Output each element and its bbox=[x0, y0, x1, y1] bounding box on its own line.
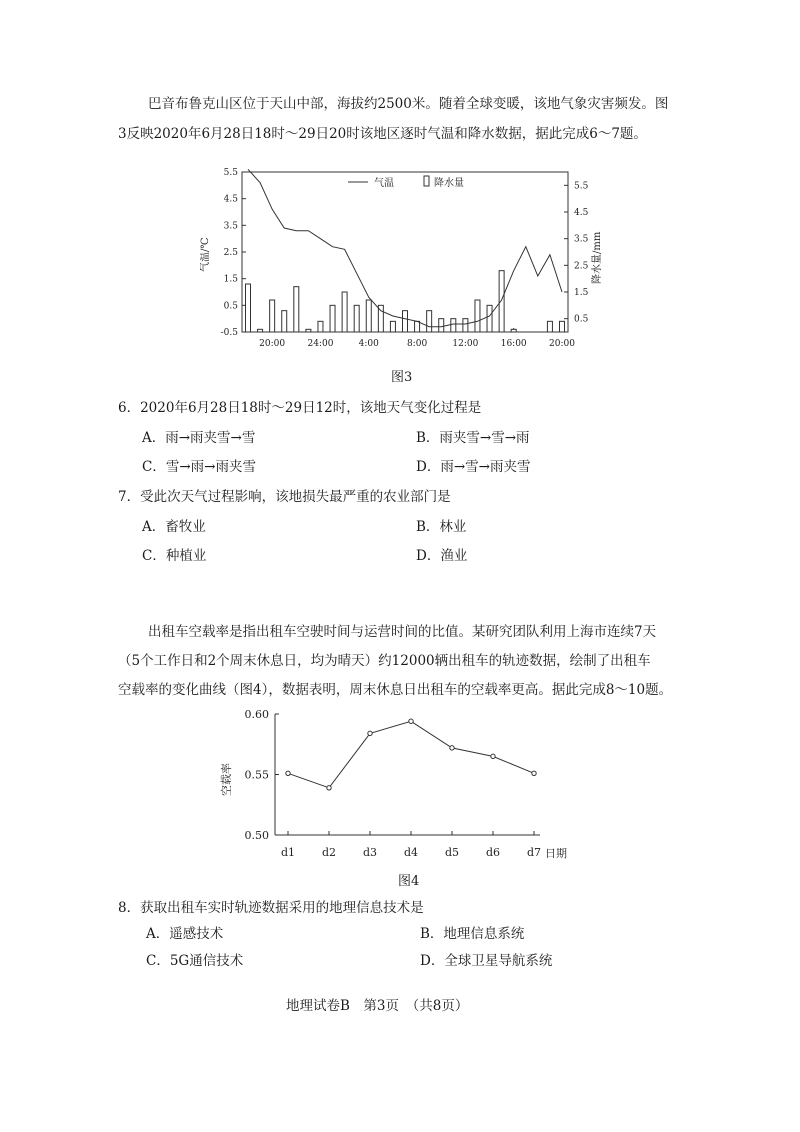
q6-option-c[interactable]: C．雪→雨→雨夹雪 bbox=[142, 459, 256, 475]
fig3-precip-bar bbox=[499, 271, 504, 332]
fig3-precip-bar bbox=[451, 319, 456, 332]
fig3-right-tick-label: 2.5 bbox=[574, 261, 589, 272]
fig4-y-tick-label: 0.55 bbox=[244, 768, 269, 782]
fig3-precip-bar bbox=[511, 329, 516, 332]
fig3-right-tick-label: 0.5 bbox=[574, 314, 589, 325]
fig4-x-tick-label: d3 bbox=[362, 846, 378, 859]
fig4-y-tick-label: 0.60 bbox=[244, 708, 269, 721]
q8-option-d[interactable]: D．全球卫星导航系统 bbox=[420, 953, 553, 969]
q7-option-d[interactable]: D．渔业 bbox=[416, 548, 468, 564]
fig3-x-tick-label: 12:00 bbox=[452, 339, 479, 349]
fig3-precip-bar bbox=[246, 284, 251, 332]
fig3-precip-bar bbox=[403, 311, 408, 332]
q6-stem: 6．2020年6月28日18时～29日12时，该地天气变化过程是 bbox=[118, 400, 482, 416]
fig3-precip-bar bbox=[487, 305, 492, 332]
fig4-point bbox=[532, 771, 536, 775]
fig3-x-tick-label: 8:00 bbox=[406, 339, 428, 349]
q6-option-d[interactable]: D．雨→雪→雨夹雪 bbox=[416, 459, 531, 475]
fig3-x-tick-label: 20:00 bbox=[259, 339, 286, 349]
fig3-precip-bar bbox=[354, 305, 359, 332]
fig4-ylabel: 空载率 bbox=[220, 763, 233, 796]
fig4-x-tick-label: d5 bbox=[444, 846, 460, 859]
fig4-line bbox=[288, 721, 534, 788]
fig4-x-tick-label: d4 bbox=[403, 846, 419, 859]
intro2-line3: 空载率的变化曲线（图4），数据表明，周末休息日出租车的空载率更高。据此完成8～10题。 bbox=[118, 682, 673, 698]
fig3-ylabel-left: 气温/℃ bbox=[200, 237, 211, 272]
fig3-legend-bar bbox=[424, 176, 429, 186]
intro2-line1: 出租车空载率是指出租车空驶时间与运营时间的比值。某研究团队利用上海市连续7天 bbox=[148, 624, 657, 640]
fig3-x-tick-label: 16:00 bbox=[500, 339, 527, 349]
fig4-y-tick-label: 0.50 bbox=[244, 829, 269, 842]
fig3-precip-bar bbox=[306, 329, 311, 332]
fig3-right-tick-label: 1.5 bbox=[574, 288, 589, 298]
fig3-left-tick-label: 0.5 bbox=[223, 301, 238, 312]
page-footer: 地理试卷B 第3页 （共8页） bbox=[286, 998, 469, 1014]
fig3-precip-bar bbox=[318, 321, 323, 332]
fig4-x-tick-label: d7 bbox=[526, 846, 542, 859]
fig3-left-tick-label: 4.5 bbox=[223, 194, 238, 205]
fig3-left-tick-label: 1.5 bbox=[223, 274, 238, 285]
intro1-line1: 巴音布鲁克山区位于天山中部，海拔约2500米。随着全球变暖，该地气象灾害频发。图 bbox=[148, 96, 669, 112]
fig3-precip-bar bbox=[547, 321, 552, 332]
fig3-precip-bar bbox=[342, 292, 347, 332]
fig4-point bbox=[327, 786, 331, 790]
fig3-right-tick-label: 3.5 bbox=[574, 234, 589, 245]
fig3-plot-frame bbox=[242, 172, 568, 332]
fig3-precip-bar bbox=[560, 321, 565, 332]
fig3-legend-precip: 降水量 bbox=[434, 178, 464, 189]
fig3-precip-bar bbox=[294, 287, 299, 332]
intro2-line2: （5个工作日和2个周末休息日，均为晴天）约12000辆出租车的轨迹数据，绘制了出租车 bbox=[118, 653, 651, 669]
fig3-left-tick-label: -0.5 bbox=[220, 328, 238, 338]
q6-option-a[interactable]: A．雨→雨夹雪→雪 bbox=[142, 430, 256, 446]
figure4-caption: 图4 bbox=[398, 874, 420, 889]
q7-option-c[interactable]: C．种植业 bbox=[142, 548, 207, 564]
fig3-x-tick-label: 20:00 bbox=[549, 339, 575, 349]
q6-option-b[interactable]: B．雨夹雪→雪→雨 bbox=[416, 430, 530, 446]
fig4-x-tick-label: d1 bbox=[280, 846, 296, 859]
fig3-left-tick-label: 5.5 bbox=[223, 168, 238, 178]
fig4-point bbox=[409, 719, 413, 723]
intro1-line2: 3反映2020年6月28日18时～29日20时该地区逐时气温和降水数据，据此完成6～7题。 bbox=[118, 126, 647, 142]
fig3-precip-bar bbox=[282, 311, 287, 332]
fig4-point bbox=[368, 731, 372, 735]
figure4-chart bbox=[210, 702, 590, 870]
figure3-caption: 图3 bbox=[391, 370, 413, 385]
fig3-right-tick-label: 5.5 bbox=[574, 181, 589, 192]
fig4-x-tick-label: d6 bbox=[485, 846, 501, 859]
fig3-x-tick-label: 24:00 bbox=[307, 339, 334, 349]
fig4-point bbox=[286, 771, 290, 775]
fig3-precip-bar bbox=[330, 305, 335, 332]
fig4-point bbox=[450, 746, 454, 750]
fig3-left-tick-label: 3.5 bbox=[223, 221, 238, 232]
fig3-precip-bar bbox=[415, 321, 420, 332]
fig3-precip-bar bbox=[427, 311, 432, 332]
fig3-precip-bar bbox=[463, 319, 468, 332]
q7-option-b[interactable]: B．林业 bbox=[416, 519, 467, 535]
fig3-precip-bar bbox=[258, 329, 263, 332]
fig3-precip-bar bbox=[475, 300, 480, 332]
fig3-right-tick-label: 4.5 bbox=[574, 208, 589, 218]
fig4-xlabel: 日期 bbox=[545, 847, 567, 860]
fig3-legend-temp: 气温 bbox=[374, 178, 394, 189]
fig4-point bbox=[491, 754, 495, 758]
fig3-left-tick-label: 2.5 bbox=[223, 248, 238, 258]
q8-option-b[interactable]: B．地理信息系统 bbox=[420, 926, 525, 942]
q8-option-a[interactable]: A．遥感技术 bbox=[146, 926, 224, 942]
q8-option-c[interactable]: C．5G通信技术 bbox=[146, 953, 244, 969]
figure3-chart bbox=[200, 160, 620, 360]
fig3-ylabel-right: 降水量/mm bbox=[592, 231, 603, 284]
q8-stem: 8．获取出租车实时轨迹数据采用的地理信息技术是 bbox=[118, 900, 424, 916]
q7-option-a[interactable]: A．畜牧业 bbox=[142, 519, 206, 535]
fig3-precip-bar bbox=[439, 319, 444, 332]
fig3-precip-bar bbox=[366, 300, 371, 332]
fig3-x-tick-label: 4:00 bbox=[358, 339, 379, 349]
fig3-precip-bar bbox=[390, 321, 395, 332]
q7-stem: 7．受此次天气过程影响，该地损失最严重的农业部门是 bbox=[118, 489, 451, 505]
fig3-precip-bar bbox=[270, 300, 275, 332]
fig4-x-tick-label: d2 bbox=[321, 846, 337, 859]
